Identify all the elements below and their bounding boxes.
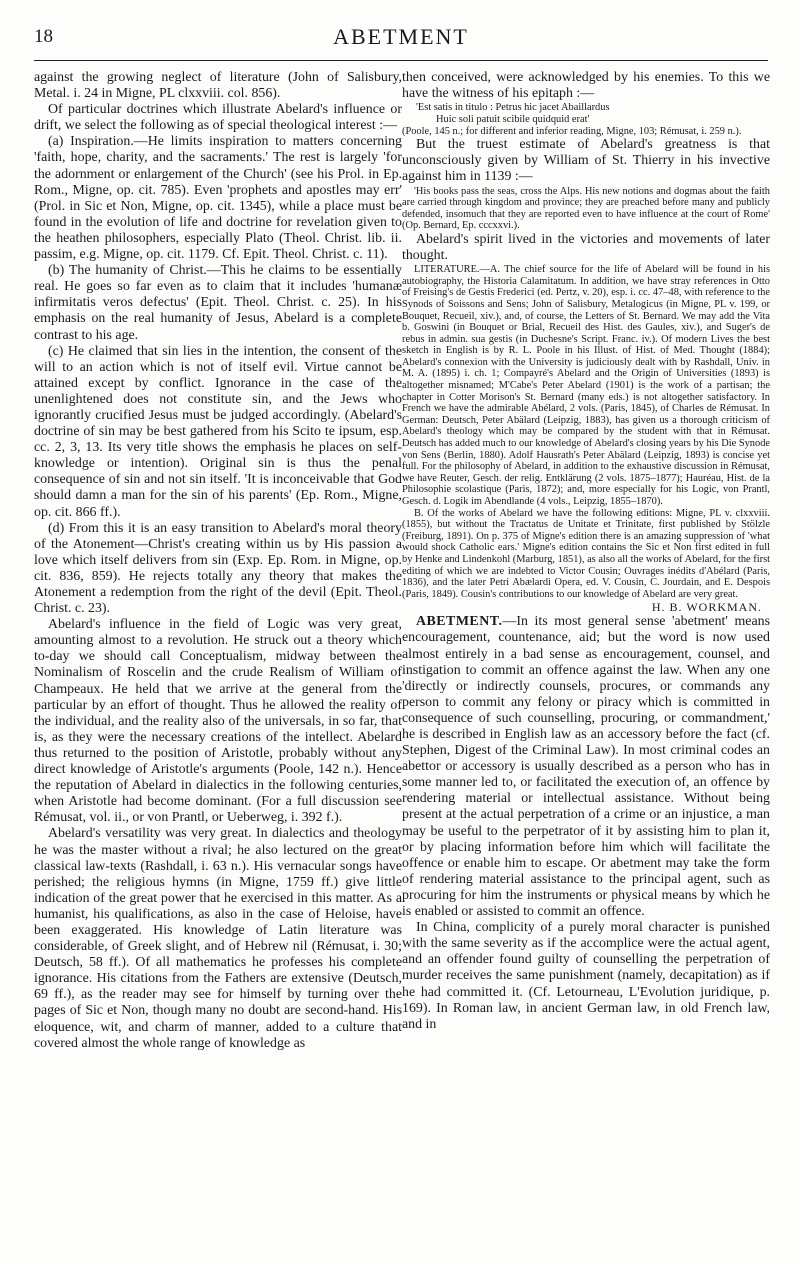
literature-paragraph: LITERATURE.—A. The chief source for the life of Abelard will be found in his autobiography, the Historia Calamitatum. In addition, we have stray references in Otto of Freising's de Gestis Frederici (ed. Pertz, v. 20), esp. i. cc. 47–48, with reference to the Synods of Soissons and Sens; John of Salisbury, Metalogicus (in Migne, PL v. 199, or Bouquet, Recueil, xiv.), and, of course, the Letters of St. Bernard. We may add the Vita b. Goswini (in Bouquet or Brial, Recueil des Hist. des Gaules, xiv.), and Suger's de rebus in admin. sua gestis (in Duchesne's Script. Franc. iv.). Of modern Lives the best sketch in English is by R. L. Poole in his Illust. of Hist. of Med. Thought (1884); Abelard's connexion with the University is judiciously dealt with by Rashdall, Univ. in M. A. (1895) i. ch. 1; Compayré's Abelard and the Origin of Universities (1893) is altogether misnamed; M'Cabe's Peter Abelard (1901) is the work of a partisan; the chapter in Cotter Morison's St. Bernard (many eds.) is not altogether satisfactory. In French we have the admirable Abélard, 2 vols. (Paris, 1845), of Charles de Rémusat. In German: Deutsch, Peter Abälard (Leipzig, 1883), has given us a thorough criticism of Abelard's theology which may be compared by the student with that in Rémusat. Deutsch has added much to our knowledge of Abelard's closing years by his Die Synode von Sens (Berlin, 1880). Adolf Hausrath's Peter Abälard (Leipzig, 1893) is concise yet full. For the philosophy of Abelard, in addition to the exhaustive discussion in Rémusat, we have Reuter, Gesch. der relig. Entklärung (2 vols. 1875–1877); Hauréau, Hist. de la Philosophie scolastique (Paris, 1872); and, more especially for his Logic, von Prantl, Gesch. d. Logik im Abendlande (4 vols., Leipzig, 1855–1870). [402,264,770,508]
article-heading: ABETMENT. [416,614,503,630]
paragraph: Abelard's spirit lived in the victories and movements of later thought. [402,231,770,264]
paragraph: In China, complicity of a purely moral character is punished with the same severity as if the accomplice were the actual agent, and an offender found guilty of counselling the perpetration of murder receives the same punishment (namely, decapitation) as if he had committed it. (Cf. Letourneau, L'Evolution juridique, p. 169). In Roman law, in ancient German law, in old French law, and in [402,920,770,1032]
left-column [34,70,402,1052]
paragraph: then conceived, were acknowledged by his enemies. To this we have the witness of his epitaph :— [402,70,770,102]
epitaph-quote [402,102,770,137]
paragraph: (b) The humanity of Christ.—This he claims to be essentially real. He goes so far even as to claim that it includes 'humanæ infirmitatis veros defectus' (Epit. Theol. Christ. c. 25). In his emphasis on the real humanity of Jesus, Abelard is a complete contrast to his age. [34,263,402,343]
abetment-article-start [402,614,770,920]
running-head: ABETMENT [333,24,469,49]
literature-section [402,264,770,600]
literature-paragraph: B. Of the works of Abelard we have the following editions: Migne, PL v. clxxviii. (1855), but without the Tractatus de Unitate et Trinitate, first published by Stölzle (Freiburg, 1891). On p. 375 of Migne's edition there is an amazing suppression of 'what would shock Catholic ears.' Migne's edition contains the Sic et Non first edited in full by Henke and Lindenkohl (Marburg, 1851), as also all the works of Abelard, for the first editing of which we are indebted to Victor Cousin; Ouvrages inédits d'Abélard (Paris, 1836), and the later Petri Abælardi Opera, ed. V. Cousin, C. Jourdain, and E. Despois (Paris, 1849). Cousin's contributions to our knowledge of Abelard are very great. [402,507,771,600]
paragraph: (a) Inspiration.—He limits inspiration to matters concerning 'faith, hope, charity, and the sacraments.' The rest is largely 'for the adornment or enlargement of the Church' (see his Prol. in Ep. Rom., Migne, op. cit. 785). Even 'prophets and apostles may err' (Prol. in Sic et Non, Migne, op. cit. 1345), while a place must be found in the evolution of life and doctrine for revelation given to the heathen philosophers, especially Plato (Theol. Christ. lib. ii. passim, e.g. Migne, op. cit. 1179. Cf. Epit. Theol. Christ. c. 11). [34,134,402,263]
paragraph: (d) From this it is an easy transition to Abelard's moral theory of the Atonement—Christ's creating within us by His passion a love which itself delivers from sin (Exp. Ep. Rom. in Migne, op. cit. 836, 859). He rejects totally any theory that makes the Atonement a redemption from the right of the devil (Epit. Theol. Christ. c. 23). [34,520,402,617]
paragraph: (c) He claimed that sin lies in the intention, the consent of the will to an action which is not of itself evil. Virtue cannot be attained except by conflict. Ignorance in the case of the unenlightened does not constitute sin, and the Jews who ignorantly crucified Jesus must be judged accordingly. (Abelard's doctrine of sin may be best gathered from his Scito te ipsum, esp. cc. 2, 3, 13. Its very title shows the emphasis he places on self-knowledge or intention). Original sin is thus the penal consequence of sin and not sin itself. 'It is inconceivable that God should damn a man for the sin of his parents' (Ep. Rom., Migne, op. cit. 866 ff.). [34,343,402,520]
paragraph: Of particular doctrines which illustrate Abelard's influence or drift, we select the following as of special theological interest :— [34,102,402,134]
paragraph: Abelard's influence in the field of Logic was very great, amounting almost to a revolution. He struck out a theory which to-day we should call Conceptualism, midway between the Nominalism of Roscelin and the crude Realism of William of Champeaux. He held that we arrive at the general from the particular by an effort of thought. Thus he allowed the reality of the individual, and the reality also of the universals, in so far, that is, as they were the necessary creations of the intellect. Abelard thus returned to the position of Aristotle, probably without any direct knowledge of Aristotle's arguments (Poole, 142 n.). Hence the reputation of Abelard in dialectics in the following centuries, when Aristotle had become dominant. (For a full discussion see Rémusat, vol. ii., or von Prantl, or Ueberweg, i. 392 f.). [34,617,402,826]
epitaph-line: 'Est satis in titulo : Petrus hic jacet Abaillardus [416,102,610,114]
epitaph-note: (Poole, 145 n.; for different and inferior reading, Migne, 103; Rémusat, i. 259 n.). [402,125,742,137]
page-number: 18 [34,26,53,47]
paragraph: But the truest estimate of Abelard's greatness is that unconsciously given by William of St. Thierry in his invective against him in 1139 :— [402,137,770,185]
block-quote: 'His books pass the seas, cross the Alps. His new notions and dogmas about the faith are carried through kingdom and province; they are preached before many and publicly defended, insomuch that they are reported even to have influence at the court of Rome' (Op. Bernard, Ep. cccxxvi.). [402,185,770,232]
right-column [402,70,770,1033]
page-header [34,20,768,61]
epitaph-line: Huic soli patuit scibile quidquid erat' [436,113,590,125]
paragraph: against the growing neglect of literature (John of Salisbury, Metal. i. 24 in Migne, PL clxxviii. col. 856). [34,70,402,102]
author-signature: H. B. WORKMAN. [651,600,762,615]
paragraph: Abelard's versatility was very great. In dialectics and theology he was the master without a rival; he also lectured on the great classical law-texts (Rashdall, i. 63 n.). His vernacular songs have perished; the religious hymns (in Migne, 1759 ff.) give little indication of the great power that he exercised in this matter. As a humanist, his qualifications, as also in the case of Heloise, have been exaggerated. His knowledge of Latin literature was considerable, of Greek slight, and of Hebrew nil (Rémusat, i. 30; Deutsch, 58 ff.). Of all mathematics he professes his complete ignorance. His citations from the Fathers are extensive (Deutsch, 69 ff.), as the reader may see for himself by turning over the pages of Sic et Non, though many no doubt are second-hand. His eloquence, wit, and charm of manner, added to a culture that covered almost the whole range of knowledge as [34,826,402,1051]
paragraph-text: —In its most general sense 'abetment' means encouragement, countenance, aid; but the word is now used almost entirely in a bad sense as encouragement, counsel, and instigation to commit an offence against the law. When any one 'directly or indirectly counsels, procures, or commands any person to commit any felony or piracy which is committed in consequence of such counselling, procuring, or commandment,' he is described in English law as an accessory before the fact (cf. Stephen, Digest of the Criminal Law). In most criminal codes an abettor or accessory is usually described as a person who has in some manner led to, or facilitated the execution of, an offence by rendering material or intellectual assistance. Without being present at the actual perpetration of a crime or an injustice, a man may be useful to the perpetrator of it by assisting him to plan it, or by placing information before him which will facilitate the offence or enable him to escape. Or abetment may take the form of rendering material assistance to the principal agent, such as procuring for him the instruments or physical means by which he is enabled or assisted to commit an offence. [402,614,770,920]
